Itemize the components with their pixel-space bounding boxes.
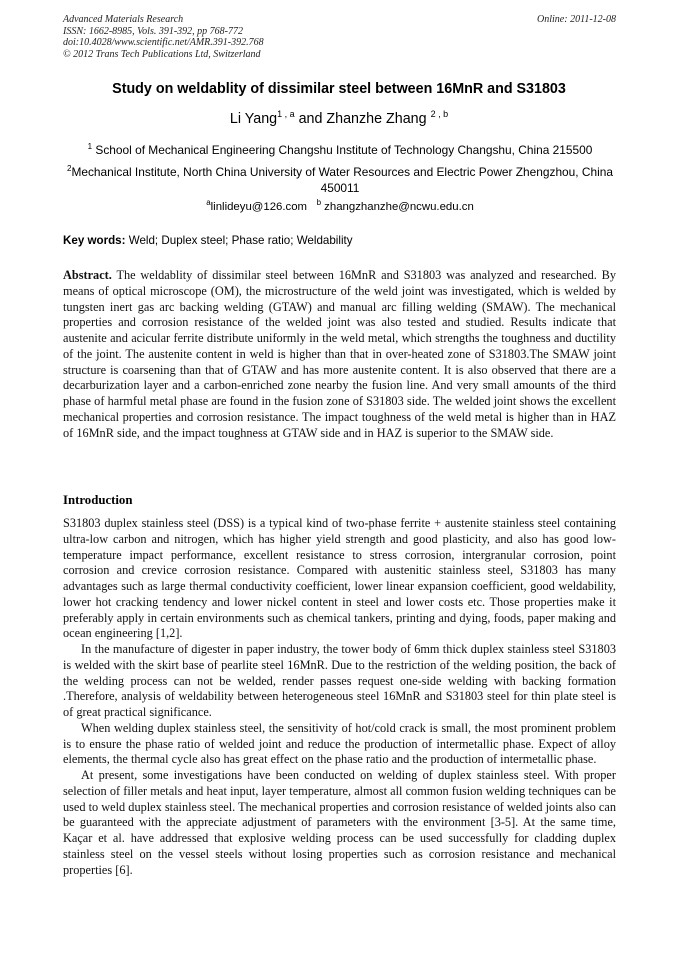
affiliation-2-text: Mechanical Institute, North China University of Water Resources and Electric Power Zhengzhou, China 450011 <box>71 165 613 195</box>
intro-paragraph: In the manufacture of digester in paper industry, the tower body of 6mm thick duplex stainless steel S31803 is welded with the skirt base of pearlite steel 16MnR. Due to the restriction of the welding position, the back of the welding process can not be welded, render passes request one-side welding with backing formation .Therefore, analysis of weldability between heterogeneous steel 16MnR and S31803 steel for thin plate steel is of great practical significance. <box>63 642 616 719</box>
paper-title: Study on weldablity of dissimilar steel between 16MnR and S31803 <box>112 81 566 97</box>
email-a: linlideyu@126.com <box>210 201 308 213</box>
author-2: Zhanzhe Zhang <box>326 111 427 127</box>
introduction-body <box>63 516 616 878</box>
keywords-text: Weld; Duplex steel; Phase ratio; Weldability <box>125 234 353 247</box>
intro-paragraph: When welding duplex stainless steel, the sensitivity of hot/cold crack is small, the most prominent problem is to ensure the phase ratio of welded joint and reduce the production of intermetallic phase. Expect of alloy elements, the thermal cycle also has great effect on the phase ratio and the production of intermetallic phase. <box>63 720 616 767</box>
keywords-label: Key words: <box>63 234 126 247</box>
keywords <box>63 234 619 247</box>
email-a-sup: a <box>206 198 211 207</box>
author-1-sup: 1 , a <box>277 109 295 119</box>
author-connector: and <box>294 111 327 127</box>
copyright-line: © 2012 Trans Tech Publications Ltd, Switzerland <box>63 48 261 60</box>
affiliation-2-sup: 2 <box>67 164 72 173</box>
email-b: zhangzhanzhe@ncwu.edu.cn <box>321 201 474 213</box>
online-date: Online: 2011-12-08 <box>537 14 616 25</box>
author-2-sup: 2 , b <box>430 109 449 119</box>
affiliation-1-text: School of Mechanical Engineering Changshu Institute of Technology Changshu, China 215500 <box>92 143 593 157</box>
author-line <box>40 109 638 127</box>
intro-paragraph: S31803 duplex stainless steel (DSS) is a typical kind of two-phase ferrite + austenite stainless steel containing ultra-low carbon and nitrogen, which has higher yield strength and good plasticity, and also has good low-temperature impact performance, excellent resistance to stress corrosion, intergranular corrosion, point corrosion and crevice corrosion resistance. Compared with austenitic stainless steel, S31803 has many advantages such as large thermal conductivity coefficient, lower linear expansion coefficient, good weldability, lower hot cracking tendency and lower nickel content in steel and lower costs etc. Those properties make it preferably apply in certain environments such as chemical tankers, printing and dying, foods, paper making and ocean engineering [1,2]. <box>63 516 616 641</box>
affiliation-1-sup: 1 <box>87 142 93 151</box>
journal-name: Advanced Materials Research <box>63 14 184 25</box>
intro-paragraph: At present, some investigations have been conducted on welding of duplex stainless steel. With proper selection of filler metals and heat input, layer temperature, almost all common fusion welding techniques can be used to weld duplex stainless steel. The mechanical properties and corrosion resistance of welded joints also can be guaranteed with the appreciate adjustment of parameters with the environment [3-5]. At the same time, Kaçar et al. have addressed that explosive welding process can be used successfully for cladding duplex stainless steel on the vessel steels without losing properties such as corrosion resistance and mechanical properties [6]. <box>63 768 616 877</box>
introduction-heading: Introduction <box>63 493 133 507</box>
abstract-label: Abstract. <box>63 268 112 282</box>
affiliation-2 <box>62 161 618 196</box>
email-line <box>62 198 618 213</box>
affiliation-1 <box>62 139 618 158</box>
doi-line: doi:10.4028/www.scientific.net/AMR.391-392.768 <box>63 37 264 48</box>
issn-line: ISSN: 1662-8985, Vols. 391-392, pp 768-772 <box>63 25 243 37</box>
author-1: Li Yang <box>229 111 278 127</box>
abstract <box>63 268 616 441</box>
abstract-text: The weldablity of dissimilar steel between 16MnR and S31803 was analyzed and researched. By means of optical microscope (OM), the microstructure of the weld joint was investigated, which is welded by tungsten inert gas arc backing welding (GTAW) and manual arc filling welding (SMAW). The mechanical properties and corrosion resistance of the welded joint was also tested and studied. Results indicate that austenite and acicular ferrite distribute uniformly in the weld metal, which strengths the toughness and ductility of the joint. The austenite content in weld is higher than that in over-heated zone of S31803.The SMAW joint structure is coarsening than that of GTAW and has more austenite content. It is also observed that there are a decarburization layer and a carbon-enriched zone nearby the fusion line. And very small amounts of the third phase of harmful metal phase are found in the fusion zone of S31803 side. The welded joint shows the excellent mechanical properties and corrosion resistance. The impact toughness of the weld metal is higher than in HAZ of 16MnR side, and the impact toughness at GTAW side and in HAZ is superior to the SMAW side. <box>63 268 616 440</box>
email-b-sup: b <box>316 198 322 207</box>
journal-header <box>63 14 616 60</box>
